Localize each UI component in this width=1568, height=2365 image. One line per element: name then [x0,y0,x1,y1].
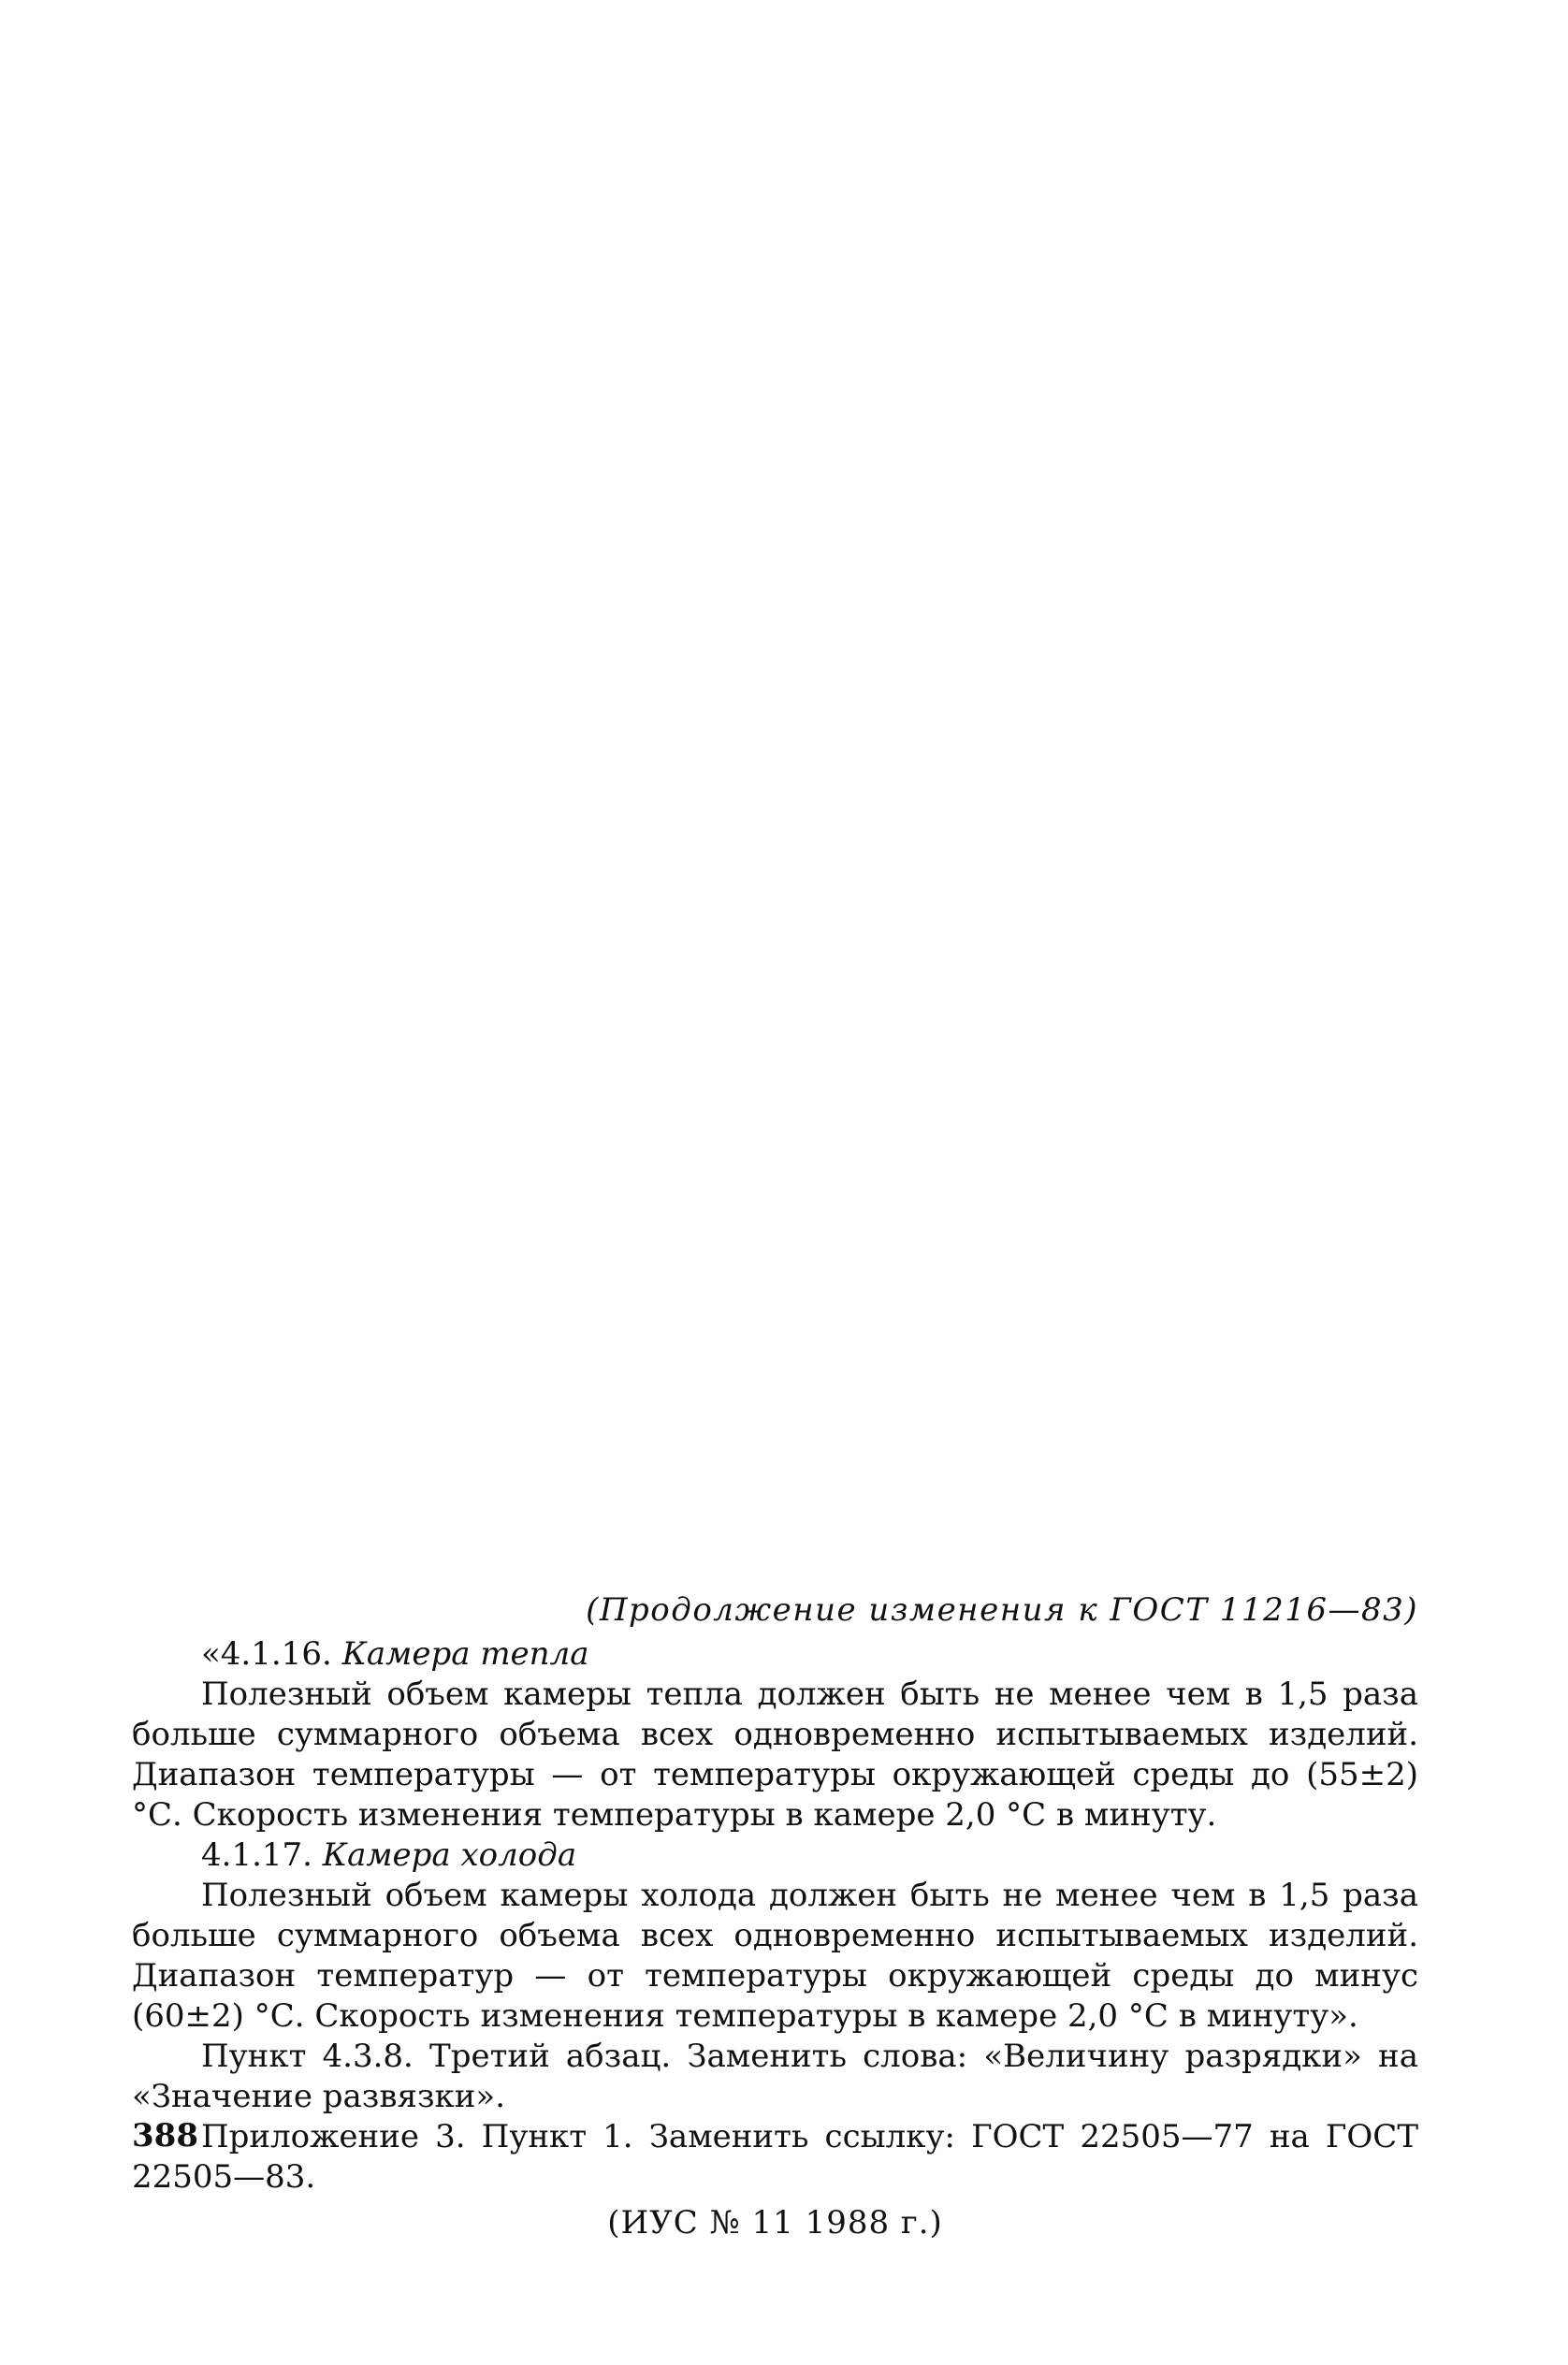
continuation-header: (Продолжение изменения к ГОСТ 11216—83) [586,1591,1418,1629]
section-heading-4-1-17 [132,1835,1418,1876]
section-title: Камера холода [322,1836,577,1874]
section-text-4-1-17: Полезный объем камеры холода должен быть не менее чем в 1,5 раза больше суммарного объема всех одновременно испытываемых изделий. Диапазон температур — от температуры окружающей среды до минус (60±2) °С. Скорость изменения температуры в камере 2,0 °С в минуту». [132,1877,1418,2035]
section-text-4-1-16: Полезный объем камеры тепла должен быть не менее чем в 1,5 раза больше суммарного объема всех одновременно испытываемых изделий. Диапазон температуры — от температуры окружающей среды до (55±2) °С. Скорость изменения температуры в камере 2,0 °С в минуту. [132,1676,1418,1834]
source-reference: (ИУС № 11 1988 г.) [607,2204,943,2242]
page-number: 388 [132,2117,198,2155]
section-heading-4-1-16 [132,1634,1418,1675]
section-number: «4.1.16. [201,1635,332,1673]
amendment-text-block [132,1590,1418,2243]
section-title: Камера тепла [341,1635,589,1673]
section-number: 4.1.17. [201,1836,312,1874]
paragraph-item-4-3-8: Пункт 4.3.8. Третий абзац. Заменить слова: «Величину разрядки» на «Значение развязки». [132,2038,1418,2115]
paragraph-appendix-3: Приложение 3. Пункт 1. Заменить ссылку: ГОСТ 22505—77 на ГОСТ 22505—83. [132,2118,1418,2196]
